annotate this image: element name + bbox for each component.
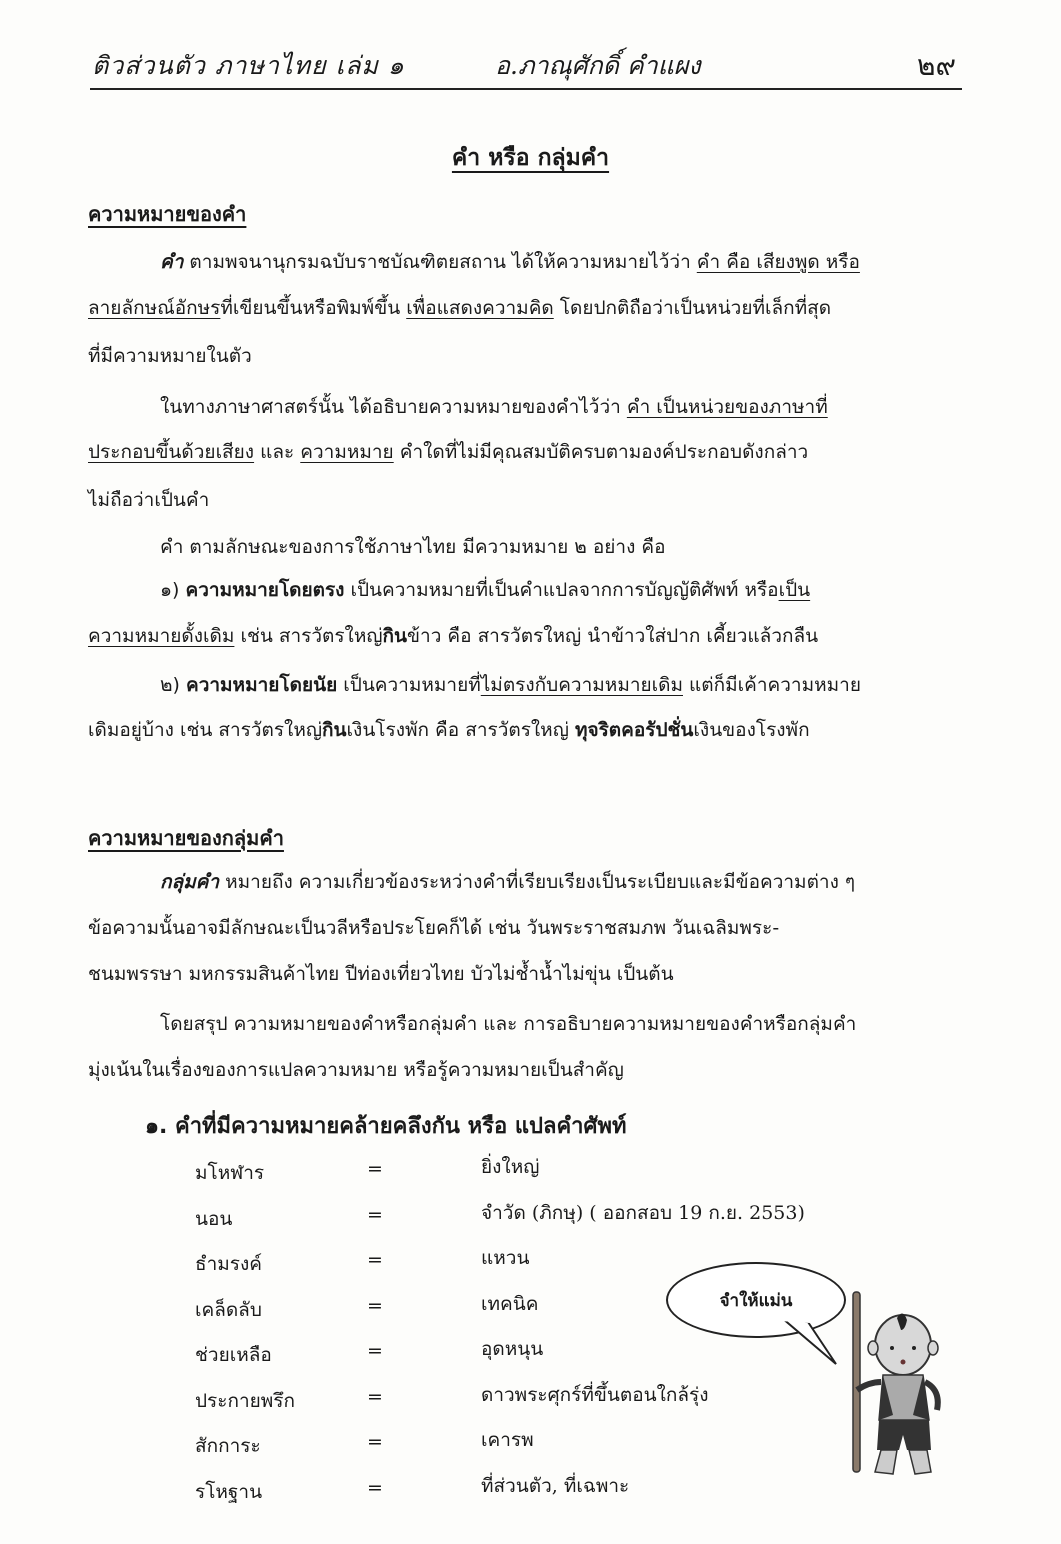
speech-text: จำให้แม่น bbox=[719, 1290, 793, 1311]
equals-sign: = bbox=[367, 1158, 383, 1180]
vocab-term: นอน bbox=[195, 1207, 233, 1230]
page-header bbox=[90, 38, 962, 90]
underlined-text: เป็น bbox=[778, 579, 811, 601]
text: แต่ก็มีเค้าความหมาย bbox=[683, 674, 861, 696]
text: เป็นความหมายที่ bbox=[337, 674, 481, 696]
equals-sign: = bbox=[367, 1203, 383, 1226]
paragraph-line bbox=[160, 395, 960, 419]
term-emphasis: คำ bbox=[160, 251, 184, 273]
section-heading-word-meaning: ความหมายของคำ bbox=[88, 202, 247, 226]
vocab-row bbox=[195, 1196, 805, 1242]
paragraph-line: ไม่ถือว่าเป็นคำ bbox=[88, 489, 210, 511]
paragraph-line: ที่มีความหมายในตัว bbox=[88, 345, 252, 367]
vocab-meaning: อุดหนุน bbox=[481, 1338, 544, 1360]
text: เป็นความหมายที่เป็นคำแปลจากการบัญญัติศัพท์ หรือ bbox=[344, 579, 779, 601]
vocab-term: มโหฬาร bbox=[195, 1162, 265, 1184]
equals-sign: = bbox=[367, 1431, 383, 1453]
speech-bubble-tail-icon bbox=[780, 1318, 840, 1368]
cartoon-boy-with-staff-icon bbox=[845, 1290, 955, 1490]
bold-term: ความหมายโดยตรง bbox=[185, 579, 345, 601]
vocab-row bbox=[195, 1241, 675, 1287]
text: ข้าว คือ สารวัตรใหญ่ นำข้าวใส่ปาก เคี้ยวแล้วกลืน bbox=[407, 625, 819, 647]
underlined-text: ไม่ตรงกับความหมายเดิม bbox=[480, 674, 683, 696]
vocab-meaning: จำวัด (ภิกษุ) ( ออกสอบ 19 ก.ย. 2553) bbox=[481, 1201, 805, 1224]
underlined-text: ลายลักษณ์อักษร bbox=[88, 297, 221, 319]
equals-sign: = bbox=[367, 1294, 383, 1317]
section-heading-phrase-meaning: ความหมายของกลุ่มคำ bbox=[88, 826, 284, 850]
vocab-row bbox=[195, 1332, 675, 1378]
vocab-heading: ๑. คำที่มีความหมายคล้ายคลึงกัน หรือ แปลคำศัพท์ bbox=[145, 1114, 627, 1139]
item-number: ๒) bbox=[160, 674, 186, 696]
paragraph-line bbox=[88, 718, 960, 742]
paragraph-line bbox=[88, 624, 960, 648]
bold-text: กิน bbox=[322, 719, 347, 741]
underlined-text: ประกอบขึ้นด้วยเสียง bbox=[88, 441, 255, 463]
vocab-row bbox=[195, 1287, 675, 1333]
paragraph-line bbox=[88, 296, 960, 320]
vocab-row bbox=[195, 1378, 709, 1424]
vocab-meaning: ยิ่งใหญ่ bbox=[481, 1156, 540, 1178]
paragraph-line bbox=[88, 440, 960, 464]
vocab-row bbox=[195, 1469, 675, 1515]
vocab-meaning: ดาวพระศุกร์ที่ขึ้นตอนใกล้รุ่ง bbox=[481, 1383, 709, 1406]
underlined-text: คำ คือ เสียงพูด หรือ bbox=[696, 251, 860, 273]
paragraph-line: โดยสรุป ความหมายของคำหรือกลุ่มคำ และ การอธิบายความหมายของคำหรือกลุ่มคำ bbox=[160, 1013, 857, 1035]
page-title bbox=[0, 140, 1061, 176]
text: โดยปกติถือว่าเป็นหน่วยที่เล็กที่สุด bbox=[553, 297, 832, 319]
vocab-term: รโหฐาน bbox=[195, 1480, 263, 1503]
text: ที่เขียนขึ้นหรือพิมพ์ขึ้น bbox=[220, 297, 407, 319]
bold-term: ความหมายโดยนัย bbox=[185, 674, 338, 696]
vocab-term: ประกายพรึก bbox=[195, 1389, 296, 1412]
underlined-text: เพื่อแสดงความคิด bbox=[406, 297, 554, 319]
list-item-implied-meaning bbox=[160, 673, 960, 697]
text: เงินของโรงพัก bbox=[693, 719, 810, 741]
vocab-term: ธำมรงค์ bbox=[195, 1253, 262, 1275]
paragraph-line bbox=[160, 870, 960, 894]
text: คำใดที่ไม่มีคุณสมบัติครบตามองค์ประกอบดังกล่าว bbox=[393, 441, 809, 463]
vocab-term: สักการะ bbox=[195, 1435, 261, 1457]
paragraph-line: ข้อความนั้นอาจมีลักษณะเป็นวลีหรือประโยคก็ได้ เช่น วันพระราชสมภพ วันเฉลิมพระ- bbox=[88, 917, 780, 939]
text: เดิมอยู่บ้าง เช่น สารวัตรใหญ่ bbox=[88, 719, 323, 741]
text: เช่น สารวัตรใหญ่ bbox=[234, 625, 383, 647]
bold-text: ทุจริตคอรัปชั่น bbox=[574, 719, 694, 741]
text: หมายถึง ความเกี่ยวข้องระหว่างคำที่เรียบเรียงเป็นระเบียบและมีข้อความต่าง ๆ bbox=[219, 871, 856, 893]
equals-sign: = bbox=[367, 1385, 383, 1408]
text: และ bbox=[254, 441, 301, 463]
page-title-text: คำ หรือ กลุ่มคำ bbox=[451, 145, 610, 171]
text: ตามพจนานุกรมฉบับราชบัณฑิตยสถาน ได้ให้ความหมายไว้ว่า bbox=[183, 251, 697, 273]
text: เงินโรงพัก คือ สารวัตรใหญ่ bbox=[346, 719, 575, 741]
vocab-meaning: เทคนิค bbox=[481, 1292, 539, 1315]
vocab-meaning: ที่ส่วนตัว, ที่เฉพาะ bbox=[481, 1474, 630, 1497]
item-number: ๑) bbox=[160, 579, 186, 601]
underlined-text: คำ เป็นหน่วยของภาษาที่ bbox=[626, 396, 828, 418]
text: ในทางภาษาศาสตร์นั้น ได้อธิบายความหมายของคำไว้ว่า bbox=[160, 396, 627, 418]
vocab-meaning: แหวน bbox=[481, 1247, 530, 1269]
vocab-term: เคล็ดลับ bbox=[195, 1298, 262, 1321]
underlined-text: ความหมายดั้งเดิม bbox=[88, 625, 235, 647]
vocab-term: ช่วยเหลือ bbox=[195, 1344, 272, 1366]
bold-text: กิน bbox=[382, 625, 408, 647]
underlined-text: ความหมาย bbox=[300, 441, 394, 463]
paragraph-line: ชนมพรรษา มหกรรมสินค้าไทย ปีท่องเที่ยวไทย บัวไม่ช้ำน้ำไม่ขุ่น เป็นต้น bbox=[88, 963, 674, 985]
vocab-meaning: เคารพ bbox=[481, 1429, 534, 1451]
vocab-row bbox=[195, 1150, 675, 1196]
paragraph-line: คำ ตามลักษณะของการใช้ภาษาไทย มีความหมาย ๒ อย่าง คือ bbox=[160, 536, 666, 558]
page-number: ๒๙ bbox=[917, 49, 956, 82]
vocab-row bbox=[195, 1423, 675, 1469]
book-title: ติวส่วนตัว ภาษาไทย เล่ม ๑ bbox=[92, 51, 405, 80]
term-emphasis: กลุ่มคำ bbox=[160, 871, 220, 893]
paragraph-line bbox=[160, 250, 960, 274]
equals-sign: = bbox=[367, 1340, 383, 1362]
equals-sign: = bbox=[367, 1476, 383, 1499]
author-name: อ.ภาณุศักดิ์ คำแผง bbox=[495, 51, 701, 80]
list-item-direct-meaning bbox=[160, 578, 960, 602]
equals-sign: = bbox=[367, 1249, 383, 1271]
paragraph-line: มุ่งเน้นในเรื่องของการแปลความหมาย หรือรู้ความหมายเป็นสำคัญ bbox=[88, 1059, 624, 1081]
